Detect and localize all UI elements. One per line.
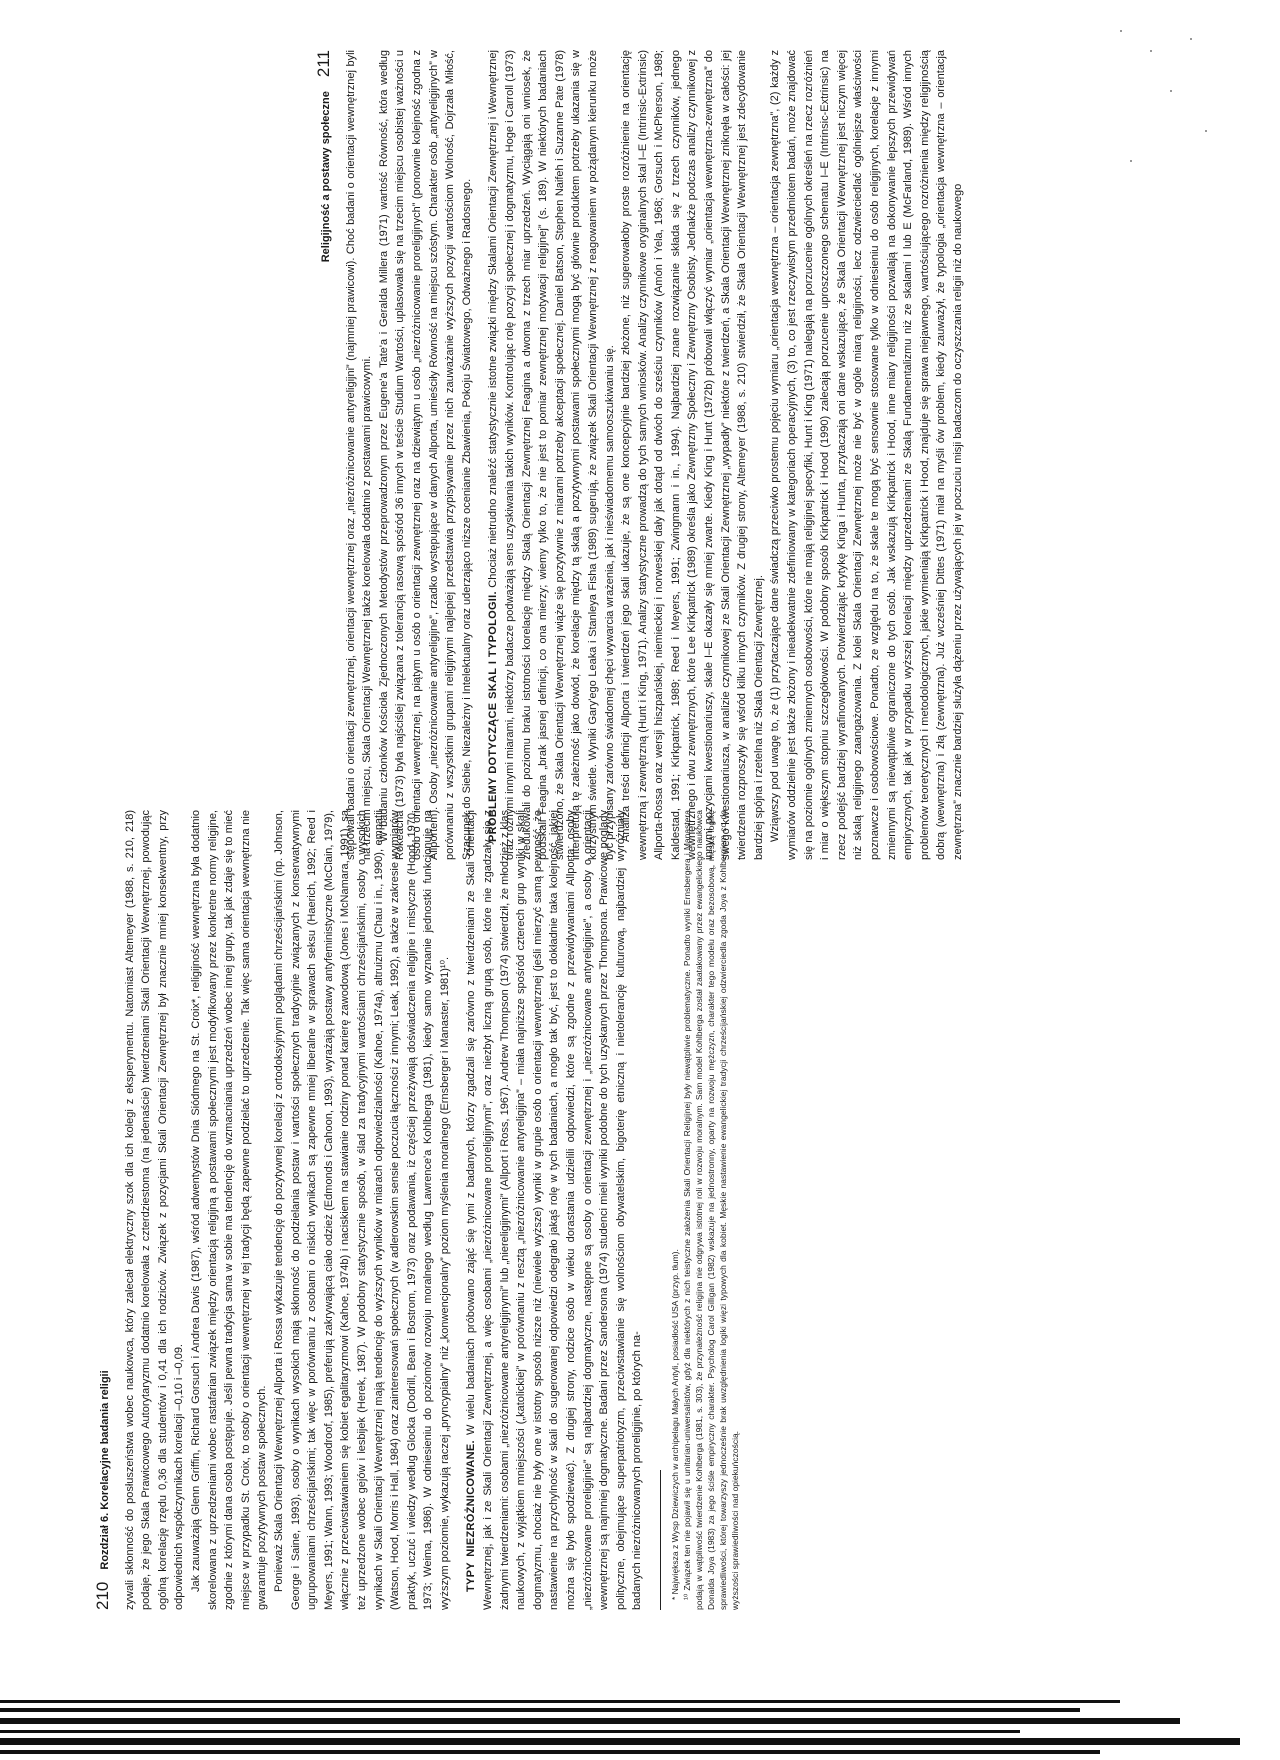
- page-header: [95, 810, 114, 1610]
- paragraph: stępowali badani o orientacji zewnętrznej, orientacji wewnętrznej oraz „niezróżnicowanie antyreligijni” (najmniej prawicowi). Choć badani o orientacji wewnętrznej byli na trzecim miejscu, Skala Orientacji Wewnętrznej także korelowała dodatnio z postawami prawicowymi.: [344, 50, 374, 860]
- running-head: Religijność a postawy społeczne: [320, 91, 332, 263]
- binding-edge: [0, 1692, 1280, 1760]
- section-paragraph: [485, 50, 618, 860]
- footnote: * Największa z Wysp Dziewiczych w archipelagu Małych Antyli, posiadłość USA (przyp. tłum).: [670, 1249, 680, 1600]
- section-heading: PROBLEMY DOTYCZĄCE SKAL I TYPOLOGII.: [487, 591, 500, 842]
- running-head: Rozdział 6. Korelacyjne badania religii: [99, 1370, 111, 1570]
- page-number: 211: [314, 50, 333, 78]
- footnote: ¹⁰ Związek ten nie pojawił się u unitarian-uniwersalistów, gdyż dla niektórych z nich teistyczne założenia Skali Orientacji Religijnej były niewątpliwie problematyczne. Ponadto wyniki Ernsbergera i Manastera podają w wątpliwość twierdzenie Kohlberga (1981, s. 303), że przynależność religijna nie odgrywa istotnej roli w rozwoju moralnym. Sam model Kohlberga został zaatakowany przez ewangelickiego naukowca Donalda Joya (1983) za jego ściśle empiryczny charakter. Psycholog Carol Gilligan (1982) wskazuje na jednostronny, oparty na rozwoju mężczyzn, charakter tego modelu oraz bezosobową, męską logikę sprawiedliwości, której towarzyszy jednocześnie brak uwzględnienia logiki więzi typowych dla kobiet. Męskie nastawienie ewangelickiej tradycji chrześcijańskiej odzwierciedla zgoda Joya z Kohlbergiem co do wyższości sprawiedliwości nad opiekuńczością.: [682, 810, 740, 1610]
- section-text: W wielu badaniach próbowano zająć się tymi z badanych, którzy zgadzali się zarówno z twierdzeniami ze Skali Orientacji Wewnętrznej, jak i ze Skali Orientacji Zewnętrznej, a więc osobami „niezróżnicowane proreligijnymi”, oraz niezbyt liczną grupą osób, które nie zgadzały się z żadnymi twierdzeniami: osobami „niezróżnicowane antyreligijnymi” lub „niereligijnymi” (Allport i Ross, 1967). Andrew Thompson (1974) stwierdził, że młodzież z klas naukowych, z wyjątkiem mniejszości („katolickiej” w porównaniu z resztą „niezróżnicowanie antyreligijna” – miała najniższe spośród czterech grup wyniki w skali dogmatyzmu, chociaż nie były one w istotny sposób niższe niż (niewiele wyższe) wyniki w grupie osób o orientacji wewnętrznej (jeśli mierzyć samą pewność, że nastawienie na przychylność w skali do sugerowanej odpowiedzi odegrało jakąś rolę w tych badaniach, a mogło tak być, jest to dokładnie taka kolejność, jakiej można się było spodziewać). Z drugiej strony, rodzice osób w wieku dorastania udzielili odpowiedzi, które są zgodne z przewidywaniami Allporta: osoby „niezróżnicowane proreligijnie” są najbardziej dogmatyczne, następne są osoby o orientacji zewnętrznej i „niezróżnicowane antyreligijnie”, a osoby o orientacji wewnętrznej są najmniej dogmatyczne. Badani przez Sandersona (1974) studenci mieli wyniki podobne do tych uzyskanych przez Thompsona. Prawicowe poglądy polityczne, obejmujące superpatriotyzm, przeciwstawianie się wolnościom obywatelskim, bigoterię etniczną i nietolerancję kulturową, najbardziej wyróżniały badanych niezróżnicowanych proreligijnie, po których na-: [465, 810, 644, 1610]
- paragraph: Analiza treści definicji Allporta i twierdzeń jego skali ukazuje, że są one koncepcyjnie bardziej złożone, niż sugerowałoby proste rozróżnienie na orientację wewnętrzną i zewnętrzną (Hunt i King, 1971). Analizy statystyczne prowadzą do tych samych wniosków. Analizy czynnikowe oryginalnych skal I–E (Intrinsic-Extrinsic) Allporta-Rossa oraz wersji hiszpańskiej, niemieckiej i norweskiej dały jak dotąd od dwóch do sześciu czynników (Amón i Yela, 1968; Gorsuch i McPherson, 1989; Kaldestad, 1991; Kirkpatrick, 1989; Reed i Meyers, 1991; Zwingmann i in., 1994). Najbardziej znane rozwiązanie składa się z trzech czynników, jednego wewnętrznego i dwu zewnętrznych, które Lee Kirkpatrick (1989) określa jako Zewnętrzny Społeczny i Zewnętrzny Osobisty. Jednakże podczas analizy czynnikowej z innymi pozycjami kwestionariuszy, skale I–E okazały się mniej zwarte. Kiedy King i Hunt (1972b) próbowali włączyć wymiar „orientacja wewnętrzna-zewnętrzna” do swego kwestionariusza, w analizie czynnikowej ze Skali Orientacji Zewnętrznej „wypadły” niektóre z twierdzeń, a Skala Orientacji Wewnętrznej zniknęła w całości: jej twierdzenia rozproszyły się wśród kilku innych czynników. Z drugiej strony, Altemeyer (1988, s. 210) stwierdził, że Skala Orientacji Wewnętrznej jest zdecydowanie bardziej spójna i rzetelna niż Skala Orientacji Zewnętrznej.: [620, 50, 765, 860]
- page-number: 210: [93, 1581, 112, 1610]
- paragraph: W badaniu członków Kościoła Zjednoczonych Metodystów przeprowadzonym przez Eugene'a Tate'a i Geralda Millera (1971) wartość Równość, która według Rokeacha (1973) była najściślej związana z tolerancją rasową spośród 36 innych w teście Studium Wartości, uplasowała się na trzecim miejscu osobistej ważności u osób o orientacji wewnętrznej, na piątym u osób o orientacji zewnętrznej oraz na dziewiątym u osób „niezróżnicowanie proreligijnych” (ponownie kolejność zgodna z Allportem). Osoby „niezróżnicowanie antyreligijne”, rzadko występujące w danych Allporta, umieściły Równość na miejscu szóstym. Charakter osób „antyreligijnych” w porównaniu z wszystkimi grupami religijnymi najlepiej przedstawia przypisywanie przez nich zauważanie wyższych pozycji wartościom Wolność, Dojrzała Miłość, Szacunek do Siebie, Niezależny i Intelektualny oraz uderzająco niższe ocenianie Zbawienia, Pokoju Światowego, Odważnego i Radosnego.: [377, 50, 473, 860]
- paragraph: zywali skłonność do posłuszeństwa wobec naukowca, który zalecał elektryczny szok dla ich kolegi z eksperymentu. Natomiast Altemeyer (1988, s. 210, 218) podaje, że jego Skala Prawicowego Autorytaryzmu dodatnio korelowała z czterdziestoma (na jedenaście) twierdzeniami Skali Orientacji Wewnętrznej, powodując ogólną korelację rzędu 0,36 dla studentów i 0,41 dla ich rodziców. Związek z pozycjami Skali Orientacji Zewnętrznej był znacznie mniej konsekwentny, przy odpowiednich współczynnikach korelacji –0,10 i –0,09.: [123, 810, 186, 1610]
- page-header: [316, 50, 335, 860]
- page-210: [95, 810, 907, 1610]
- footnotes: [669, 810, 741, 1610]
- footnote-rule: [660, 1470, 661, 1610]
- page-211: [316, 50, 1146, 860]
- paragraph: Ponieważ Skala Orientacji Wewnętrznej Allporta i Rossa wykazuje tendencję do pozytywnej korelacji z ortodoksyjnymi poglądami chrześcijańskimi (np. Johnson, George i Saine, 1993), osoby o wynikach wysokich mają skłonność do podzielania postaw i wartości społecznych tradycyjnie związanych z konserwatywnymi ugrupowaniami chrześcijańskimi; tak więc w porównaniu z osobami o niskich wynikach są zapewne mniej liberalne w sprawach seksu (Haerich, 1992; Reed i Meyers, 1991; Wann, 1993; Woodroof, 1985), preferują zakrywającą ciało odzież (Edmonds i Cahoon, 1993), wyrażają postawy antyfeministyczne (McClain, 1979), włącznie z przeciwstawianiem się kobiet egalitaryzmowi (Kahoe, 1974b) i naciskiem na stawianie rodziny ponad karierę zawodową (Jones i McNamara, 1991), są też uprzedzone wobec gejów i lesbijek (Herek, 1987). W podobny statystycznie sposób, w ślad za tradycyjnymi wartościami chrześcijańskimi, osoby o wysokich wynikach w Skali Orientacji Wewnętrznej mają tendencję do wyższych wyników w miarach odpowiedzialności (Kahoe, 1974a), altruizmu (Chau i in., 1990), empatii (Watson, Hood, Morris i Hall, 1984) oraz zainteresowań społecznych (w adlerowskim sensie poczucia łączności z innymi; Leak, 1992), a także w zakresie wymiarów praktyk, uczuć i wiedzy według Glocka (Dodrill, Bean i Bostrom, 1973) oraz podawania, iż częściej przeżywają doświadczenia religijne i mistyczne (Hood, 1970, 1973; Weima, 1986). W odniesieniu do poziomów rozwoju moralnego według Lawrence'a Kohlberga (1981), kiedy samo wyznanie jednostki funkcjonuje na wyższym poziomie, wykazują raczej „pryncypialny” niż „konwencjonalny” poziom myślenia moralnego (Ernsberger i Manaster, 1981)¹⁰.: [272, 810, 451, 1610]
- paragraph: Wziąwszy pod uwagę to, że (1) przytaczające dane świadczą przeciwko prostemu pojęciu wymiaru „orientacja wewnętrzna – orientacja zewnętrzna”, (2) każdy z wymiarów oddzielnie jest także złożony i nieadekwatnie zdefiniowany w kategoriach operacyjnych, (3) to, co jest rzeczywistym przedmiotem badań, może znajdować się na poziomie ogólnych zmiennych osobowości, które nie mają religijnej specyfiki, Hunt i King (1971) nalegają na porzucenie ogólnych określeń na rzecz rozróżnień i miar o większym stopniu szczegółowości. W podobny sposób Kirkpatrick i Hood (1990) zalecają porzucenie uproszczonego schematu I–E (Intrinsic-Extrinsic) na rzecz podejść bardziej wyrafinowanych. Potwierdzając krytykę Kinga i Hunta, przytaczają oni dane wskazujące, że Skala Orientacji Wewnętrznej jest niczym więcej niż skalą religijnego zaangażowania. Z kolei Skala Orientacji Zewnętrznej może nie być w ogóle miarą religijności, lecz odzwierciedlać ogólniejsze właściwości poznawcze i osobowościowe. Ponadto, ze względu na to, że skale te mogą być sensownie stosowane tylko w odniesieniu do osób religijnych, korelacje z innymi zmiennymi są niewątpliwie ograniczone do tych osób. Jak wskazują Kirkpatrick i Hood, inne miary religijności pozwalają na dokonywanie lepszych przewidywań empirycznych, tak jak w przypadku wyższej korelacji między uprzedzeniami ze Skalą Fundamentalizmu niż ze skalami I lub E (McFarland, 1989). Wśród innych problemów teoretycznych i metodologicznych, jakie wymieniają Kirkpatrick i Hood, znajduje się sprawa niejawnego, wartościującego rozróżnienia między religijnością dobrą (wewnętrzna) i złą (zewnętrzna). Już wcześniej Dittes (1971) miał na myśli ów problem, kiedy zauważył, że typologia „orientacja wewnętrzna – orientacja zewnętrzna” znacznie bardziej służyła dążeniu przez używających jej w poczuciu misji badaczom do oczyszczania religii niż do naukowego: [769, 50, 964, 860]
- paragraph: Jak zauważają Glenn Griffin, Richard Gorsuch i Andrea Davis (1987), wśród adwentystów Dnia Siódmego na St. Croix*, religijność wewnętrzna była dodatnio skorelowana z uprzedzeniami wobec rastafarian związek między orientacją religijną a postawami społecznymi jest modyfikowany przez konkretne normy religijne, zgodnie z którymi dana osoba postępuje. Jeśli pewna tradycja sama w sobie ma tendencję do wzmacniania uprzedzeń wobec innej grupy, tak jak zdaje się to mieć miejsce w przypadku St. Croix, to osoby o orientacji wewnętrznej w tej tradycji będą zapewne podzielać to uprzedzenie. Tak więc sama orientacja wewnętrzna nie gwarantuje pozytywnych postaw społecznych.: [189, 810, 269, 1610]
- section-paragraph: [463, 810, 646, 1610]
- section-text: Chociaż nietrudno znaleźć statystycznie istotne związki między Skalami Orientacji Zewnętrznej i Wewnętrznej oraz różnymi innymi miarami, niektórzy badacze podważają sens uzyskiwania takich wyników. Kontrolując rolę pozycji społecznej i dogmatyzmu, Hoge i Carroll (1973) zredukowali do poziomu braku istotności korelację między Skalą Orientacji Zewnętrznej Feagina a dwoma z trzech miar uprzedzeń. Wyciągają oni wniosek, że podskali Feagina „brak jasnej definicji, co ona mierzy; wiemy tylko to, że nie jest to pomiar zewnętrznej motywacji religijnej” (s. 189). W niektórych badaniach stwierdzono, że Skala Orientacji Wewnętrznej wiąże się pozytywnie z miarami potrzeby akceptacji społecznej. Daniel Batson, Stephen Naifeh i Suzanne Pate (1978) interpretują tę zależność jako dowód, że korelacje między tą skalą a pozytywnymi postawami społecznymi mogą być głównie produktem potrzeby ukazania się w korzystnym świetle. Wyniki Gary'ego Leaka i Stanleya Fisha (1989) sugerują, że związek Skali Orientacji Wewnętrznej z reagowaniem w pożądanym kierunku może być przypisany zarówno świadomej chęci wywarcia wrażenia, jak i nieświadomemu samooszukiwaniu się.: [487, 50, 616, 860]
- section-heading: TYPY NIEZRÓŻNICOWANE.: [465, 1440, 478, 1592]
